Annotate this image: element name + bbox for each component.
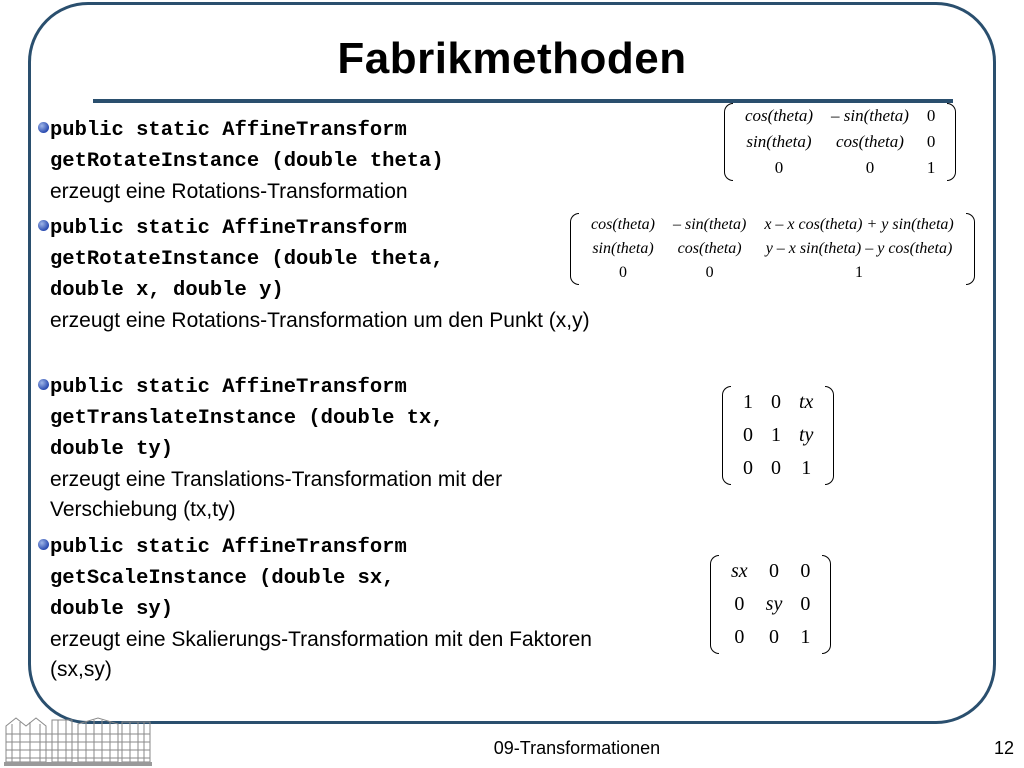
scale-matrix — [710, 555, 831, 654]
method-signature: public static AffineTransform getRotateInstance (double theta, double x, double y) — [50, 217, 444, 302]
matrix-cell: 0 — [926, 106, 936, 125]
matrix-cell: 0 — [800, 593, 811, 615]
matrix-cell: 0 — [865, 158, 875, 177]
matrix-cell: 1 — [855, 264, 864, 281]
matrix-cell: sx — [731, 560, 748, 582]
bullet-icon — [38, 122, 49, 133]
method-signature: public static AffineTransform getScaleInstance (double sx, double sy) — [50, 536, 407, 621]
matrix-cell: – sin(theta) — [830, 106, 909, 125]
page-number: 12 — [993, 738, 1014, 758]
right-paren — [947, 103, 956, 181]
method-description: erzeugt eine Translations-Transformation mit der Verschiebung (tx,ty) — [50, 468, 503, 521]
method-signature: public static AffineTransform getRotateInstance (double theta) — [50, 119, 444, 173]
translation-matrix — [722, 386, 834, 485]
matrix-cell: cos(theta) — [677, 240, 742, 257]
matrix-cell: 0 — [800, 560, 811, 582]
bullet-icon — [38, 379, 49, 390]
matrix-cell: ty — [799, 424, 814, 446]
matrix-cell: 1 — [800, 626, 811, 648]
matrix-cell: sin(theta) — [592, 240, 654, 257]
matrix-cell: sin(theta) — [746, 132, 812, 151]
matrix-cell: y – x sin(theta) – y cos(theta) — [765, 240, 953, 257]
matrix-cell: cos(theta) — [745, 106, 813, 125]
left-paren — [710, 555, 719, 654]
matrix-cell: 1 — [743, 391, 753, 413]
rotation-matrix — [724, 103, 956, 181]
right-paren — [966, 213, 975, 285]
method-description: erzeugt eine Skalierungs-Transformation mit den Faktoren (sx,sy) — [50, 628, 592, 681]
list-item-rotate — [38, 115, 618, 207]
matrix-cell: 0 — [705, 264, 714, 281]
matrix-cell: 0 — [926, 132, 936, 151]
right-paren — [825, 386, 834, 485]
list-item-rotate-xy — [38, 213, 618, 336]
matrix-cell: 1 — [801, 457, 812, 479]
matrix-cell: x – x cos(theta) + y sin(theta) — [764, 216, 954, 233]
list-item-scale — [38, 532, 618, 685]
matrix-cell: 0 — [743, 424, 753, 446]
matrix-cell: 0 — [734, 593, 745, 615]
matrix-cell: 1 — [926, 158, 936, 177]
matrix-cell: 0 — [618, 264, 627, 281]
left-paren — [724, 103, 733, 181]
matrix-cell: tx — [799, 391, 814, 413]
footer-title: 09-Transformationen — [493, 738, 661, 758]
matrix-cell: cos(theta) — [835, 132, 904, 151]
matrix-cell: 0 — [743, 457, 753, 479]
method-description: erzeugt eine Rotations-Transformation um den Punkt (x,y) — [50, 309, 590, 332]
matrix-cell: 0 — [734, 626, 745, 648]
method-description: erzeugt eine Rotations-Transformation — [50, 180, 408, 203]
rotation-xy-matrix — [570, 213, 975, 285]
matrix-cell: 0 — [771, 457, 781, 479]
matrix-cell: 0 — [774, 158, 784, 177]
right-paren — [822, 555, 831, 654]
matrix-cell: cos(theta) — [591, 216, 655, 233]
bullet-icon — [38, 539, 49, 550]
left-paren — [722, 386, 731, 485]
matrix-cell: – sin(theta) — [672, 216, 747, 233]
matrix-cell: 0 — [771, 391, 781, 413]
slide-title: Fabrikmethoden — [337, 34, 687, 83]
matrix-cell: 1 — [771, 424, 781, 446]
bullet-icon — [38, 220, 49, 231]
list-item-translate — [38, 372, 618, 525]
matrix-cell: sy — [765, 593, 783, 615]
left-paren — [570, 213, 579, 285]
matrix-cell: 0 — [769, 626, 779, 648]
method-signature: public static AffineTransform getTranslateInstance (double tx, double ty) — [50, 376, 444, 461]
matrix-cell: 0 — [769, 560, 779, 582]
